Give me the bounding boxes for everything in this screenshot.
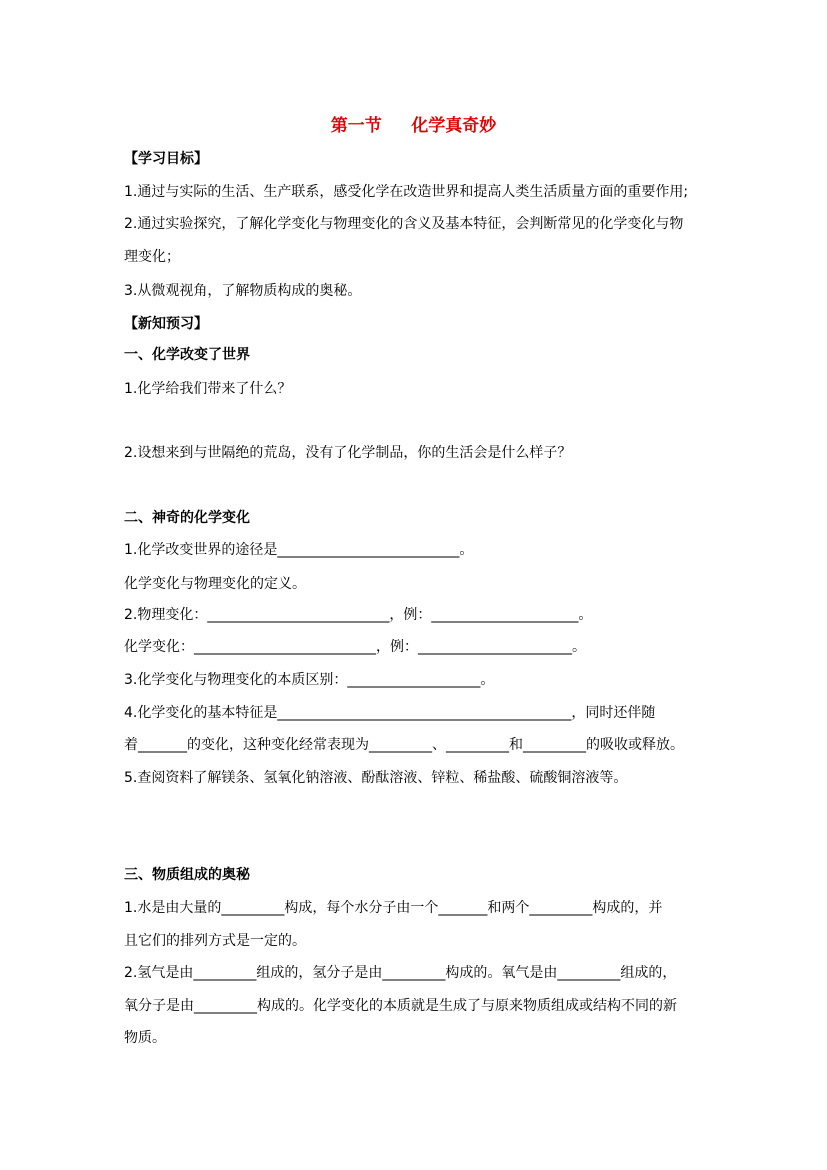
section2-line: 1.化学改变世界的途径是__________________________。: [124, 542, 474, 558]
section3-line: 氧分子是由_________构成的。化学变化的本质就是生成了与原来物质组成或结构不同的新: [124, 998, 677, 1014]
objective-line: 1.通过与实际的生活、生产联系，感受化学在改造世界和提高人类生活质量方面的重要作用;: [124, 184, 689, 200]
section3-line: 2.氢气是由_________组成的，氢分子是由_________构成的。氧气是由_________组成的，: [124, 965, 677, 981]
section2-line: 3.化学变化与物理变化的本质区别：___________________。: [124, 672, 495, 688]
section1-question: 2.设想来到与世隔绝的荒岛，没有了化学制品，你的生活会是什么样子？: [124, 445, 572, 461]
section1-heading: 一、化学改变了世界: [124, 347, 250, 363]
objective-line: 2.通过实验探究，了解化学变化与物理变化的含义及基本特征，会判断常见的化学变化与物: [124, 216, 684, 232]
section2-line: 5.查阅资料了解镁条、氢氧化钠溶液、酚酞溶液、锌粒、稀盐酸、硫酸铜溶液等。: [124, 770, 628, 786]
section2-line: 化学变化与物理变化的定义。: [124, 576, 306, 592]
section3-line: 1.水是由大量的_________构成，每个水分子由一个_______和两个_________构成的，并: [124, 900, 663, 916]
section3-heading: 三、物质组成的奥秘: [124, 867, 250, 883]
section2-heading: 二、神奇的化学变化: [124, 510, 250, 526]
section2-line: 4.化学变化的基本特征是__________________________________________，同时还伴随: [124, 705, 656, 721]
section3-line: 物质。: [124, 1030, 166, 1046]
section2-line: 着_______的变化，这种变化经常表现为_________、_________和_________的吸收或释放。: [124, 737, 684, 753]
section2-line: 化学变化：__________________________，例：______________________。: [124, 639, 586, 655]
section3-line: 且它们的排列方式是一定的。: [124, 933, 306, 949]
objective-line: 3.从微观视角，了解物质构成的奥秘。: [124, 283, 362, 299]
objectives-heading: 【学习目标】: [124, 151, 208, 167]
objective-line: 理变化；: [124, 249, 180, 265]
section1-question: 1.化学给我们带来了什么？: [124, 381, 292, 397]
preview-heading: 【新知预习】: [124, 316, 208, 332]
section2-line: 2.物理变化：__________________________，例：_____________________。: [124, 607, 593, 623]
page-title: 第一节 化学真奇妙: [330, 116, 497, 136]
